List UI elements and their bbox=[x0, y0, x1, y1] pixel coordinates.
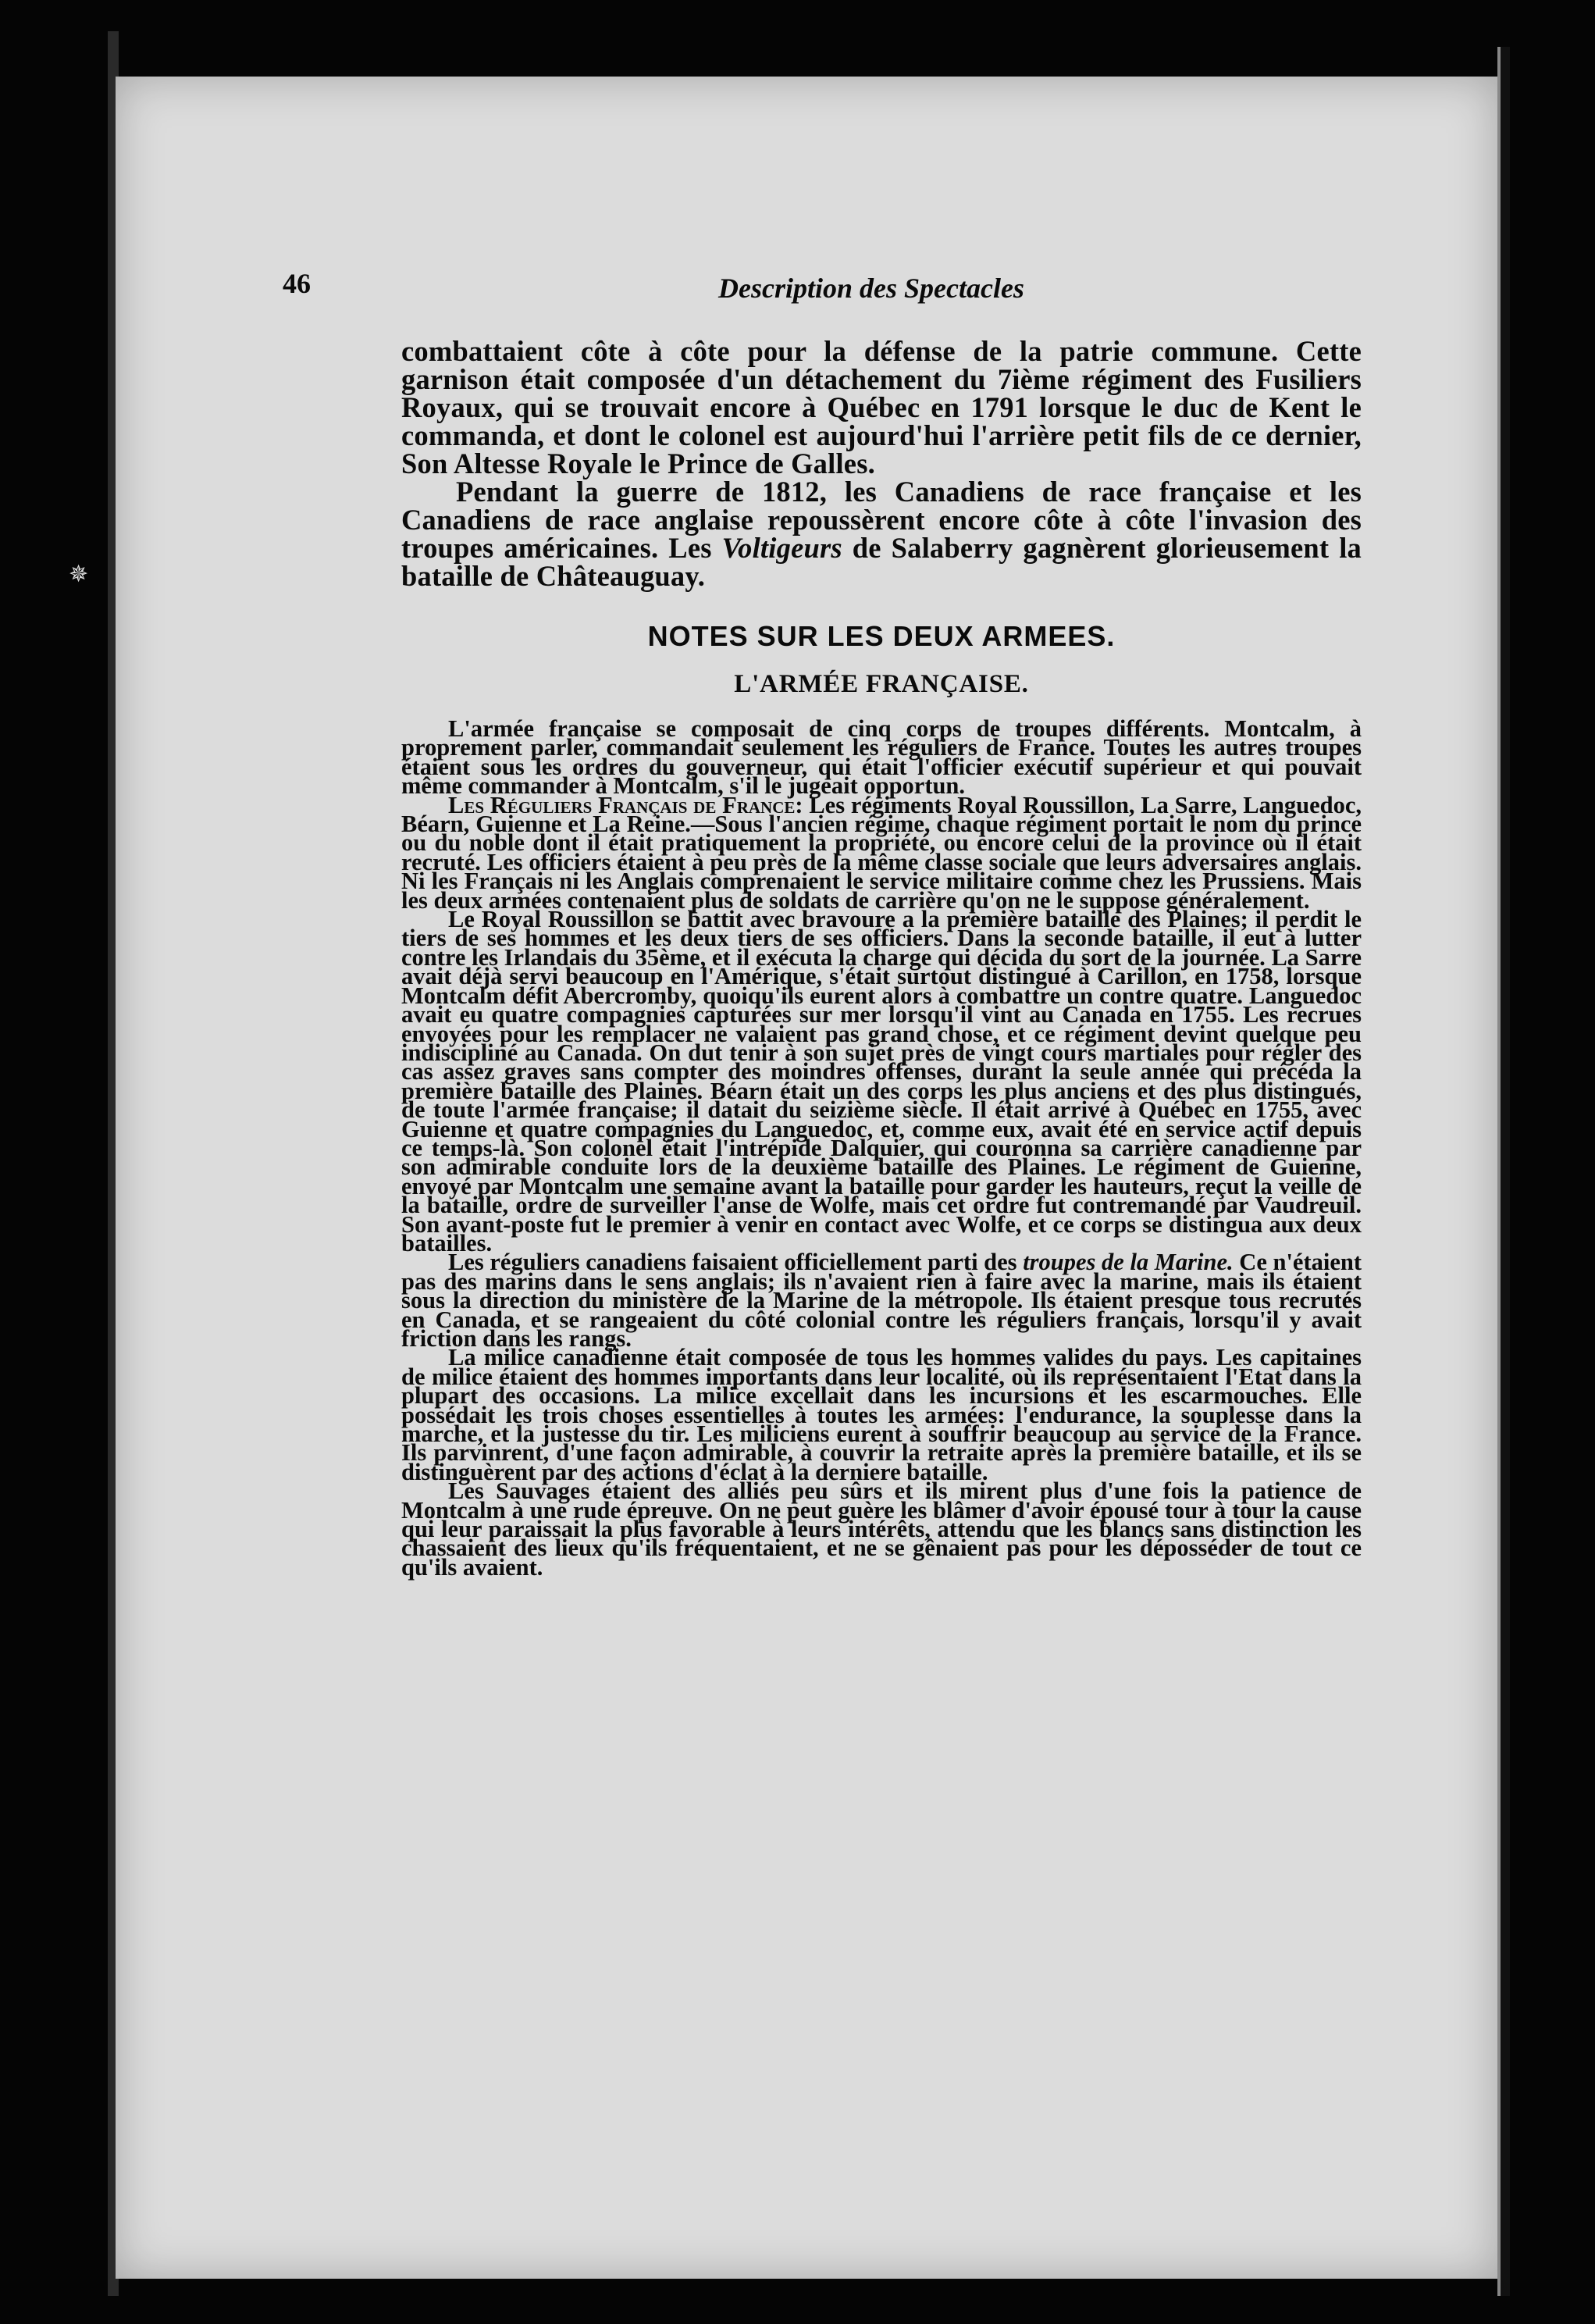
body-paragraph-5 bbox=[401, 1344, 1362, 1485]
body-section bbox=[401, 715, 1362, 1581]
body-paragraph-2-text: Les régiments Royal Roussillon, La Sarre, Languedoc, Béarn, Guienne et La Reine.—Sous l'ancien régime, chaque régiment portait le nom du prince ou du noble dont il était pratiquement la propriété, ou encore celui de la province où il était recruté. Les officiers étaient à peu près de la même classe sociale que leurs adversaires anglais. Ni les Français ni les Anglais comprenaient le service militaire comme chez les Prussiens. Mais les deux armées contenaient plus de soldats de carrière qu'on ne le suppose généralement. bbox=[401, 791, 1362, 914]
lead-section bbox=[401, 337, 1362, 590]
lead-paragraph-2-italic: Voltigeurs bbox=[721, 532, 842, 564]
lead-paragraph-1 bbox=[401, 337, 1362, 478]
lead-paragraph-2-text-after: de Salaberry gagnèrent glorieusement la bataille de Châteauguay. bbox=[401, 532, 1362, 592]
body-paragraph-2-smallcaps: Les Réguliers Français de France: bbox=[448, 791, 803, 818]
body-paragraph-2 bbox=[401, 791, 1362, 914]
lead-paragraph-1-text: combattaient côte à côte pour la défense de la patrie commune. Cette garnison était composée d'un détachement du 7ième régiment des Fusiliers Royaux, qui se trouvait encore à Québec en 1791 lorsque le duc de Kent le commanda, et dont le colonel est aujourd'hui l'arrière petit fils de ce dernier, Son Altesse Royale le Prince de Galles. bbox=[401, 335, 1362, 479]
body-paragraph-4-text-after: Ce n'étaient pas des marins dans le sens anglais; ils n'avaient rien à faire avec la marine, mais ils étaient sous la direction du ministère de la Marine de la métropole. Ils étaient presque tous recrutés en Canada, et se rangeaient du côté colonial contre les réguliers français, lorsqu'il y avait friction dans les rangs. bbox=[401, 1249, 1362, 1352]
body-paragraph-4 bbox=[401, 1249, 1362, 1352]
running-title: Description des Spectacles bbox=[718, 273, 1024, 304]
margin-mark: ✵ bbox=[69, 561, 89, 587]
section-heading: NOTES SUR LES DEUX ARMEES. bbox=[647, 620, 1116, 652]
section-subheading: L'ARMÉE FRANÇAISE. bbox=[734, 670, 1029, 698]
page-content bbox=[401, 335, 1362, 1581]
body-paragraph-1 bbox=[401, 715, 1362, 800]
scan-right-edge bbox=[1497, 47, 1510, 2296]
body-paragraph-3 bbox=[401, 906, 1362, 1256]
body-paragraph-4-italic: troupes de la Marine. bbox=[1023, 1249, 1234, 1276]
body-paragraph-4-text-before: Les réguliers canadiens faisaient officiellement parti des bbox=[448, 1249, 1024, 1276]
lead-paragraph-2-text-before: Pendant la guerre de 1812, les Canadiens de race française et les Canadiens de race anglaise repoussèrent encore côte à côte l'invasion des troupes américaines. Les bbox=[401, 476, 1362, 564]
body-paragraph-6-text: Les Sauvages étaient des alliés peu sûrs et ils mirent plus d'une fois la patience de Montcalm à une rude épreuve. On ne peut guère les blâmer d'avoir épousé tour à tour la cause qui leur paraissait la plus favorable à leurs intérêts, attendu que les blancs sans distinction les chassaient des lieux qu'ils fréquentaient, et ne se gênaient pas pour les déposséder de tout ce qu'ils avaient. bbox=[401, 1477, 1362, 1581]
body-paragraph-3-text: Le Royal Roussillon se battit avec bravoure a la première bataille des Plaines; il perdit le tiers de ses hommes et les deux tiers de ses officiers. Dans la seconde bataille, il eut à lutter contre les Irlandais du 35ème, et il exécuta la charge qui décida du sort de la journée. La Sarre avait déjà servi beaucoup en l'Amérique, s'était surtout distingué à Carillon, en 1758, lorsque Montcalm défit Abercromby, quoiqu'ils eurent alors à combattre un contre quatre. Languedoc avait eu quatre compagnies capturées sur mer lorsqu'il vint au Canada en 1755. Les recrues envoyées pour les remplacer ne valaient pas grand chose, et ce régiment devint quelque peu indiscipliné au Canada. On dut tenir à son sujet près de vingt cours martiales pour régler des cas assez graves sans compter des moindres offenses, durant la seule année qui précéda la première bataille des Plaines. Béarn était un des corps les plus anciens et des plus distingués, de toute l'armée française; il datait du seizième siècle. Il était arrivé à Québec en 1755, avec Guienne et quatre compagnies du Languedoc, et, comme eux, avait été en service actif depuis ce temps-là. Son colonel était l'intrépide Dalquier, qui couronna sa carrière canadienne par son admirable conduite lors de la deuxième bataille des Plaines. Le régiment de Guienne, envoyé par Montcalm une semaine avant la bataille pour garder les hauteurs, reçut la veille de la bataille, ordre de surveiller l'anse de Wolfe, mais cet ordre fut contremandé par Vaudreuil. Son avant-poste fut le premier à venir en contact avec Wolfe, et ce corps se distingua aux deux batailles. bbox=[401, 906, 1362, 1256]
body-paragraph-1-text: L'armée française se composait de cinq corps de troupes différents. Montcalm, à proprement parler, commandait seulement les réguliers de France. Toutes les autres troupes étaient sous les ordres du gouverneur, qui était l'officier exécutif supérieur et qui pouvait même commander à Montcalm, s'il le jugeait opportun. bbox=[401, 715, 1362, 800]
body-paragraph-6 bbox=[401, 1477, 1362, 1581]
page-number: 46 bbox=[283, 268, 311, 299]
lead-paragraph-2 bbox=[401, 478, 1362, 590]
body-paragraph-5-text: La milice canadienne était composée de tous les hommes valides du pays. Les capitaines de milice étaient des hommes importants dans leur localité, où ils représentaient l'Etat dans la plupart des occasions. La milice excellait dans les incursions et les escarmouches. Elle possédait les trois choses essentielles à toutes les armées: l'endurance, la souplesse dans la marche, et la justesse du tir. Les miliciens eurent à souffrir beaucoup au service de la France. Ils parvinrent, d'une façon admirable, à couvrir la retraite après la première bataille, et ils se distinguèrent par des actions d'éclat à la derniere bataille. bbox=[401, 1344, 1362, 1485]
